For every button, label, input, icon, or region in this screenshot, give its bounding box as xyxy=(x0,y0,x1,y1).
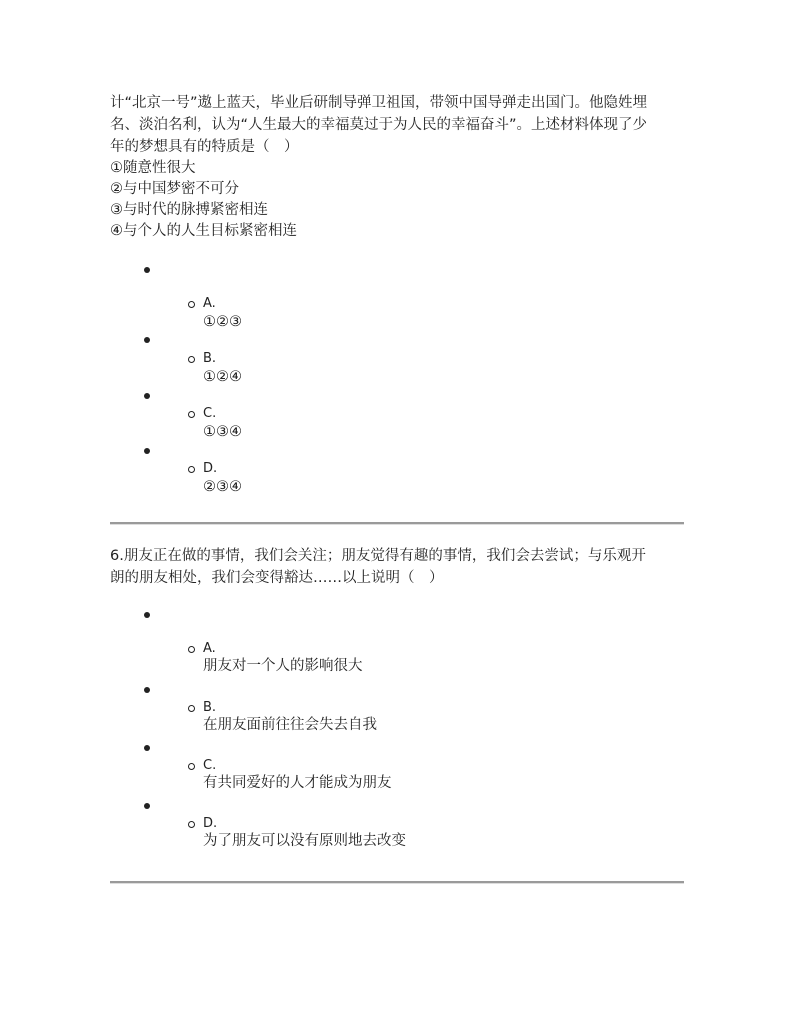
option-circle-marker[interactable] xyxy=(188,705,195,712)
option-circle-marker[interactable] xyxy=(188,646,195,653)
q6-option-b-text[interactable]: 在朋友面前往往会失去自我 xyxy=(203,717,377,733)
option-bullet xyxy=(144,448,150,454)
q5-option-a-text[interactable]: ①②③ xyxy=(203,314,242,330)
option-bullet xyxy=(144,267,150,273)
option-circle-marker[interactable] xyxy=(188,763,195,770)
question-6-stem xyxy=(110,545,690,589)
statement-1: ①随意性很大 xyxy=(110,160,196,176)
q6-option-b-letter: B. xyxy=(203,700,217,715)
option-circle-marker[interactable] xyxy=(188,821,195,828)
option-bullet xyxy=(144,687,150,693)
question-5-stem-line-3: 年的梦想具有的特质是（ ） xyxy=(110,139,299,155)
q6-option-c-letter: C. xyxy=(203,758,217,773)
question-6-stem-line-2: 朗的朋友相处，我们会变得豁达……以上说明（ ） xyxy=(110,570,444,586)
q5-option-b-text[interactable]: ①②④ xyxy=(203,369,242,385)
option-circle-marker[interactable] xyxy=(188,411,195,418)
q6-option-d-letter: D. xyxy=(203,816,218,831)
option-bullet xyxy=(144,803,150,809)
horizontal-divider xyxy=(110,881,684,884)
q6-option-d-text[interactable]: 为了朋友可以没有原则地去改变 xyxy=(203,833,406,849)
question-5-stem-line-2: 名、淡泊名利，认为“人生最大的幸福莫过于为人民的幸福奋斗”。上述材料体现了少 xyxy=(110,117,648,133)
statement-4: ④与个人的人生目标紧密相连 xyxy=(110,223,297,239)
q5-option-d-letter: D. xyxy=(203,461,218,476)
option-bullet xyxy=(144,745,150,751)
q5-option-d-text[interactable]: ②③④ xyxy=(203,479,242,495)
option-circle-marker[interactable] xyxy=(188,466,195,473)
q5-option-a-letter: A. xyxy=(203,296,216,311)
statement-3: ③与时代的脉搏紧密相连 xyxy=(110,202,268,218)
question-5-stem xyxy=(110,92,690,158)
q6-option-a-letter: A. xyxy=(203,641,216,656)
option-bullet xyxy=(144,337,150,343)
option-bullet xyxy=(144,393,150,399)
question-5-statements xyxy=(110,158,690,242)
question-5-stem-line-1: 计“北京一号”遨上蓝天，毕业后研制导弹卫祖国，带领中国导弹走出国门。他隐姓埋 xyxy=(110,95,648,111)
q5-option-c-text[interactable]: ①③④ xyxy=(203,424,242,440)
option-bullet xyxy=(144,612,150,618)
option-circle-marker[interactable] xyxy=(188,356,195,363)
q5-option-c-letter: C. xyxy=(203,406,217,421)
question-6-stem-line-1: 6.朋友正在做的事情，我们会关注；朋友觉得有趣的事情，我们会去尝试；与乐观开 xyxy=(110,548,646,564)
q5-option-b-letter: B. xyxy=(203,351,217,366)
option-circle-marker[interactable] xyxy=(188,301,195,308)
q6-option-a-text[interactable]: 朋友对一个人的影响很大 xyxy=(203,658,363,674)
statement-2: ②与中国梦密不可分 xyxy=(110,181,239,197)
q6-option-c-text[interactable]: 有共同爱好的人才能成为朋友 xyxy=(203,775,392,791)
horizontal-divider xyxy=(110,522,684,525)
